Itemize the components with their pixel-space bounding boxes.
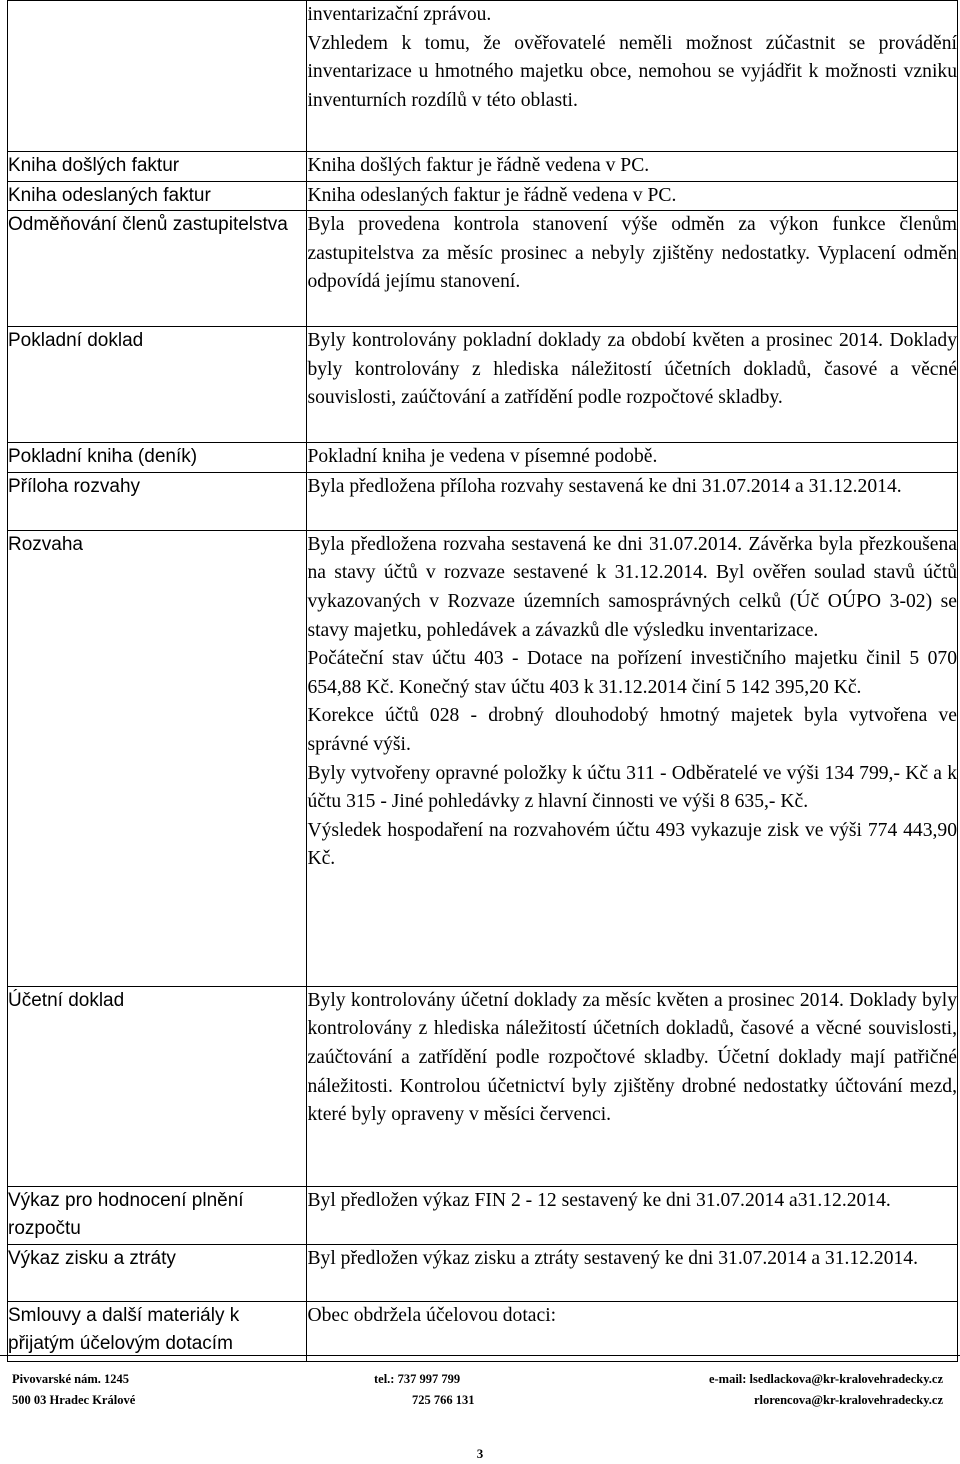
- footer-phone-line2: 725 766 131: [412, 1393, 475, 1407]
- row-paragraph: Byla předložena příloha rozvahy sestavená ke dni 31.07.2014 a 31.12.2014.: [307, 475, 902, 497]
- row-label: Účetní doklad: [8, 986, 307, 1186]
- table-row: [8, 211, 958, 327]
- table-row: [8, 1301, 958, 1361]
- row-paragraph: Obec obdržela účelovou dotaci:: [307, 1304, 557, 1326]
- row-content: [307, 472, 958, 530]
- row-paragraph: inventarizační zprávou.: [307, 4, 492, 25]
- row-paragraph: Kniha odeslaných faktur je řádně vedena v PC.: [307, 184, 677, 206]
- page-footer: [0, 1355, 960, 1407]
- table-row: [8, 986, 958, 1186]
- page-number: 3: [476, 1446, 484, 1461]
- row-paragraph: Byl předložen výkaz zisku a ztráty sestavený ke dni 31.07.2014 a 31.12.2014.: [307, 1247, 918, 1269]
- row-content: [307, 443, 958, 473]
- table-row: [8, 181, 958, 211]
- row-paragraph: Kniha došlých faktur je řádně vedena v PC.: [307, 155, 650, 176]
- row-content: [307, 530, 958, 986]
- row-paragraph: Vzhledem k tomu, že ověřovatelé neměli možnost zúčastnit se provádění inventarizace u hmotného majetku obce, nemohou se vyjádřit k možnosti vzniku inventurních rozdílů v této oblasti.: [307, 32, 957, 111]
- row-paragraph: Pokladní kniha je vedena v písemné podobě.: [307, 446, 658, 468]
- table-row: [8, 443, 958, 473]
- row-paragraph: Počáteční stav účtu 403 - Dotace na pořízení investičního majetku činil 5 070 654,88 Kč. Konečný stav účtu 403 k 31.12.2014 činí 5 142 395,20 Kč.: [307, 648, 957, 698]
- row-label: Pokladní doklad: [8, 327, 307, 443]
- row-paragraph: Byl předložen výkaz FIN 2 - 12 sestavený ke dni 31.07.2014 a31.12.2014.: [307, 1189, 891, 1211]
- table-row: [8, 1, 958, 152]
- row-label: Kniha došlých faktur: [8, 152, 307, 182]
- table-row: [8, 530, 958, 986]
- row-content: [307, 1186, 958, 1244]
- row-content: [307, 1301, 958, 1361]
- table-row: [8, 152, 958, 182]
- row-paragraph: Byly vytvořeny opravné položky k účtu 311 - Odběratelé ve výši 134 799,- Kč a k účtu 315 - Jiné pohledávky z hlavní činnosti ve výši 8 635,- Kč.: [307, 762, 957, 813]
- footer-email-line2: rlorencova@kr-kralovehradecky.cz: [753, 1393, 943, 1407]
- footer-address-line1: Pivovarské nám. 1245: [12, 1372, 130, 1386]
- row-label: [8, 1, 307, 152]
- row-label: Kniha odeslaných faktur: [8, 181, 307, 211]
- table-row: [8, 1244, 958, 1301]
- row-content: [307, 986, 958, 1186]
- row-paragraph: Výsledek hospodaření na rozvahovém účtu 493 vykazuje zisk ve výši 774 443,90 Kč.: [307, 819, 957, 870]
- row-content: [307, 1244, 958, 1301]
- row-content: [307, 211, 958, 327]
- row-label: Pokladní kniha (deník): [8, 443, 307, 473]
- row-paragraph: Byla provedena kontrola stanovení výše odměn za výkon funkce členům zastupitelstva za měsíc prosinec a nebyly zjištěny nedostatky. Vyplacení odměn odpovídá jejímu stanovení.: [307, 214, 957, 293]
- row-label: Smlouvy a další materiály k přijatým účelovým dotacím: [8, 1301, 307, 1361]
- row-content: [307, 327, 958, 443]
- row-label: Příloha rozvahy: [8, 472, 307, 530]
- footer-address-line2: 500 03 Hradec Králové: [12, 1393, 136, 1407]
- row-label: Výkaz pro hodnocení plnění rozpočtu: [8, 1186, 307, 1244]
- row-label: Rozvaha: [8, 530, 307, 986]
- row-paragraph: Byly kontrolovány účetní doklady za měsíc květen a prosinec 2014. Doklady byly kontrolovány z hlediska náležitostí účetních dokladů, časové a věcné souvislosti, zaúčtování a zatřídění podle rozpočtové skladby. Účetní doklady mají patřičné náležitosti. Kontrolou účetnictví byly zjištěny drobné nedostatky účtování mezd, které byly opraveny v měsíci červenci.: [307, 989, 957, 1126]
- row-label: Odměňování členů zastupitelstva: [8, 211, 307, 327]
- row-label: Výkaz zisku a ztráty: [8, 1244, 307, 1301]
- row-paragraph: Korekce účtů 028 - drobný dlouhodobý hmotný majetek byla vytvořena ve správné výši.: [307, 705, 957, 755]
- table-row: [8, 327, 958, 443]
- row-content: [307, 1, 958, 152]
- row-paragraph: Byla předložena rozvaha sestavená ke dni 31.07.2014. Závěrka byla přezkoušena na stavy účtů v rozvaze sestavené k 31.12.2014. Byl ověřen soulad stavů účtů vykazovaných v Rozvaze územních samosprávných celků (Úč OÚPO 3-02) se stavy majetku, pohledávek a závazků dle výsledku inventarizace.: [307, 533, 957, 641]
- row-content: [307, 152, 958, 182]
- row-content: [307, 181, 958, 211]
- table-row: [8, 472, 958, 530]
- footer-email-line1: e-mail: lsedlackova@kr-kralovehradecky.cz: [708, 1372, 943, 1386]
- row-paragraph: Byly kontrolovány pokladní doklady za období květen a prosinec 2014. Doklady byly kontrolovány z hlediska náležitostí účetních dokladů, časové a věcné souvislosti, zaúčtování a zatřídění podle rozpočtové skladby.: [307, 330, 957, 409]
- footer-phone-line1: tel.: 737 997 799: [374, 1372, 461, 1386]
- audit-table: [7, 0, 958, 1362]
- table-row: [8, 1186, 958, 1244]
